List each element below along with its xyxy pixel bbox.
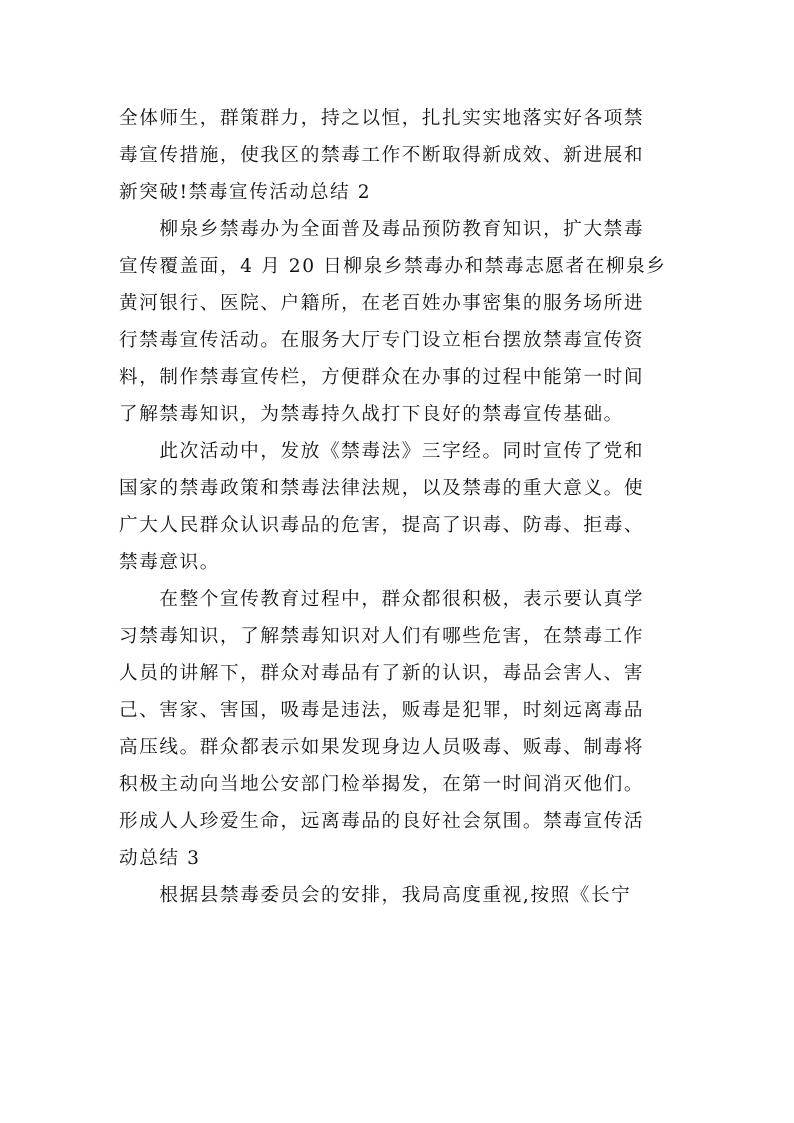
text-line: 全体师生，群策群力，持之以恒，扎扎实实地落实好各项禁 [119,108,645,129]
text-line: 新突破!禁毒宣传活动总结 2 [119,182,372,203]
text-line: 广大人民群众认识毒品的危害，提高了识毒、防毒、拒毒、 [119,515,645,536]
text-line: 积极主动向当地公安部门检举揭发，在第一时间消灭他们。 [119,774,645,795]
text-line: 了解禁毒知识，为禁毒持久战打下良好的禁毒宣传基础。 [119,404,624,425]
text-line: 习禁毒知识，了解禁毒知识对人们有哪些危害，在禁毒工作 [119,626,645,647]
text-line: 料，制作禁毒宣传栏，方便群众在办事的过程中能第一时间 [119,367,645,388]
text-line: 黄河银行、医院、户籍所，在老百姓办事密集的服务场所进 [119,293,645,314]
text-line: 国家的禁毒政策和禁毒法律法规，以及禁毒的重大意义。使 [119,478,645,499]
text-line: 行禁毒宣传活动。在服务大厅专门设立柜台摆放禁毒宣传资 [119,330,645,351]
document-body [119,100,685,914]
text-line: 动总结 3 [119,848,201,869]
text-line: 宣传覆盖面，4 月 20 日柳泉乡禁毒办和禁毒志愿者在柳泉乡 [119,256,667,277]
text-line: 柳泉乡禁毒办为全面普及毒品预防教育知识，扩大禁毒 [119,219,645,240]
text-line: 在整个宣传教育过程中，群众都很积极，表示要认真学 [119,589,645,610]
text-line: 根据县禁毒委员会的安排，我局高度重视,按照《长宁 [119,885,632,906]
text-line: 此次活动中，发放《禁毒法》三字经。同时宣传了党和 [119,441,645,462]
text-line: 毒宣传措施，使我区的禁毒工作不断取得新成效、新进展和 [119,145,645,166]
text-line: 己、害家、害国，吸毒是违法，贩毒是犯罪，时刻远离毒品 [119,700,645,721]
text-line: 形成人人珍爱生命，远离毒品的良好社会氛围。禁毒宣传活 [119,811,645,832]
text-line: 禁毒意识。 [119,552,220,573]
text-line: 人员的讲解下，群众对毒品有了新的认识，毒品会害人、害 [119,663,645,684]
text-line: 高压线。群众都表示如果发现身边人员吸毒、贩毒、制毒将 [119,737,645,758]
